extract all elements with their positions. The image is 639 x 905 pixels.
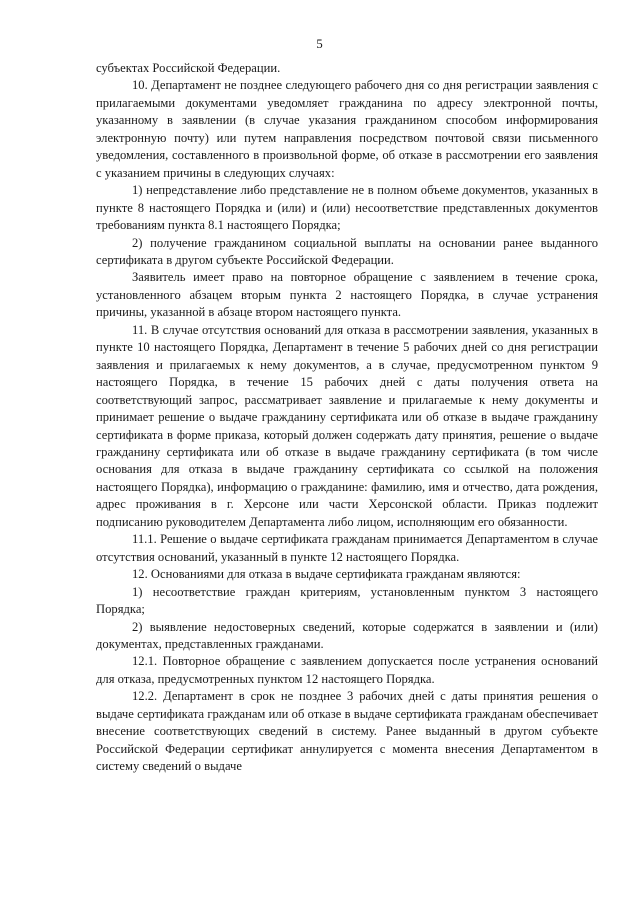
paragraph-item-12-1: 12.1. Повторное обращение с заявлением допускается после устранения оснований для отказа, предусмотренных пунктом 12 настоящего Порядка. (96, 654, 598, 686)
paragraph-item-12: 12. Основаниями для отказа в выдаче сертификата гражданам являются: (132, 567, 521, 582)
paragraph-continuation: субъектах Российской Федерации. (96, 61, 281, 75)
paragraph-item-12-sub-1: 1) несоответствие граждан критериям, установленным пунктом 3 настоящего Порядка; (96, 584, 598, 617)
paragraph-item-12-2: 12.2. Департамент в срок не позднее 3 рабочих дней с даты принятия решения о выдаче сертификата гражданам или об отказе в выдаче сертификата гражданам обеспечивает внесение соответствующих сведений в систему. Ранее выданный в другом субъекте Российской Федерации сертификат аннулируется с момента внесения Департаментом в систему сведений о выдаче (96, 689, 598, 774)
document-body (96, 60, 598, 776)
paragraph-item-11-1: 11.1. Решение о выдаче сертификата гражданам принимается Департаментом в случае отсутствия оснований, указанный в пункте 12 настоящего Порядка. (96, 532, 598, 564)
page-number: 5 (316, 36, 323, 51)
paragraph-item-10-sub-2: 2) получение гражданином социальной выплаты на основании ранее выданного сертификата в другом субъекте Российской Федерации. (96, 235, 598, 267)
paragraph-item-10-repeat-appeal: Заявитель имеет право на повторное обращение с заявлением в течение срока, установленного абзацем вторым пункта 2 настоящего Порядка, в случае устранения причины, указанной в абзаце втором настоящего пункта. (96, 270, 598, 320)
paragraph-item-11: 11. В случае отсутствия оснований для отказа в рассмотрении заявления, указанных в пункте 10 настоящего Порядка, Департамент в течение 5 рабочих дней со дня регистрации заявления и прилагаемых к нему документов, а в случае, предусмотренном пунктом 9 настоящего Порядка, в течение 15 рабочих дней с даты получения ответа на соответствующий запрос, рассматривает заявление и прилагаемые к нему документы и принимает решение о выдаче гражданину сертификата или об отказе в выдаче гражданину сертификата в форме приказа, который должен содержать дату принятия, решение о выдаче гражданину сертификата или об отказе в выдаче гражданину сертификата (в том числе основания для отказа в выдаче гражданину сертификата со ссылкой на положения настоящего Порядка), информацию о гражданине: фамилию, имя и отчество, дата рождения, адрес проживания в г. Херсоне или части Херсонской области. Приказ подлежит подписанию руководителем Департамента либо лицом, исполняющим его обязанности. (96, 322, 598, 529)
paragraph-item-10-sub-1: 1) непредставление либо представление не в полном объеме документов, указанных в пункте 8 настоящего Порядка и (или) и (или) несоответствие представленных документов требованиям пункта 8.1 настоящего Порядка; (96, 183, 598, 233)
paragraph-item-10: 10. Департамент не позднее следующего рабочего дня со дня регистрации заявления с прилагаемыми документами уведомляет гражданина по адресу электронной почты, указанному в заявлении (в случае указания гражданином способом информирования электронную почту) или путем направления посредством почтовой связи письменного уведомления, составленного в произвольной форме, об отказе в рассмотрении его заявления с указанием причины в следующих случаях: (96, 78, 598, 180)
paragraph-item-12-sub-2: 2) выявление недостоверных сведений, которые содержатся в заявлении и (или) документах, представленных гражданами. (96, 619, 598, 651)
